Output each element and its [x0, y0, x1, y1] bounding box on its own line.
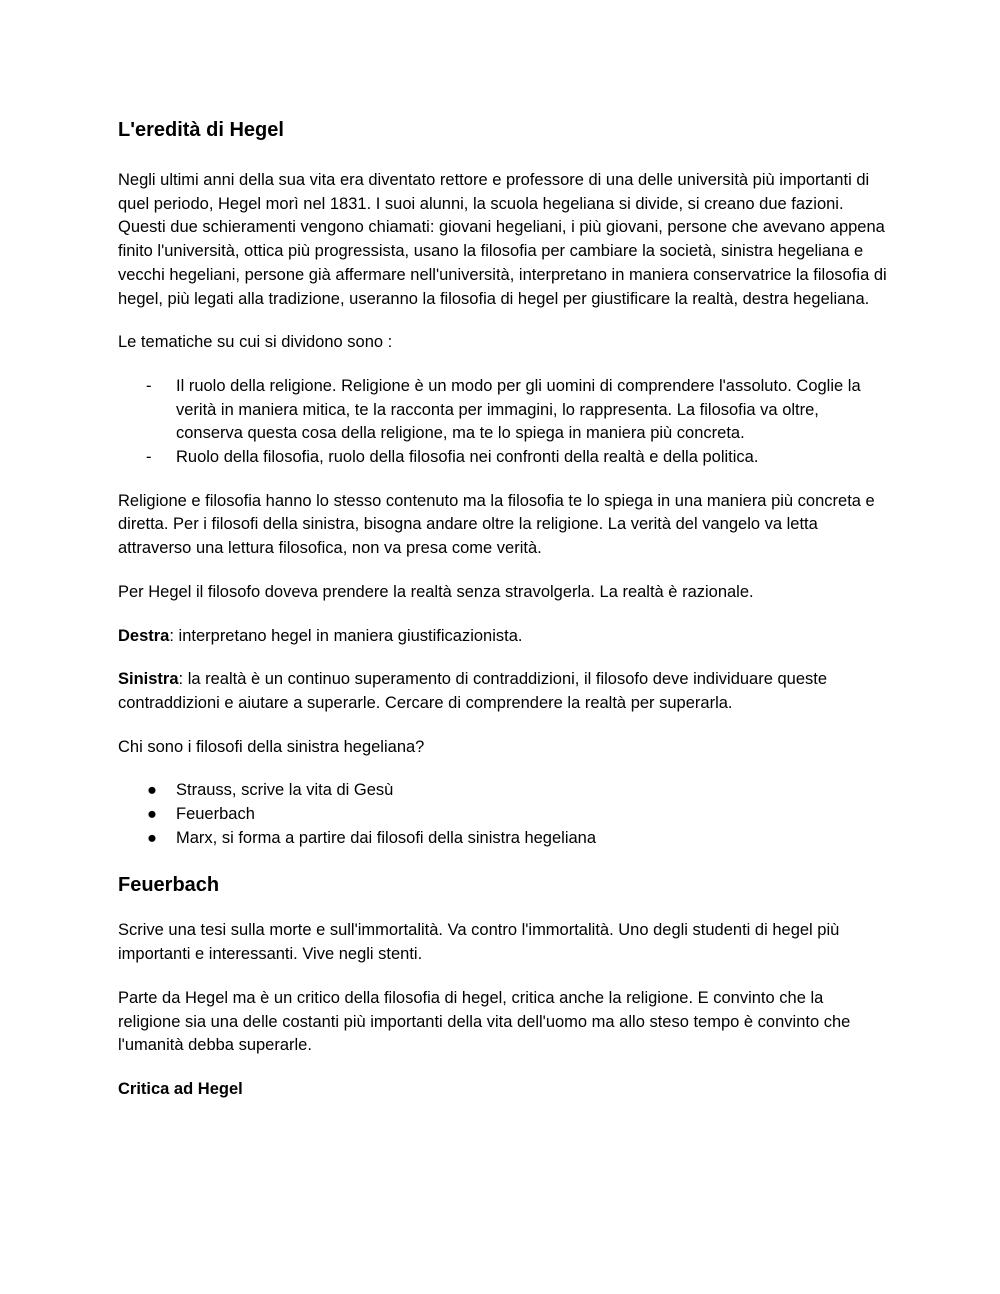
- sinistra-label: Sinistra: [118, 670, 179, 689]
- bullet-marker: ●: [147, 781, 157, 800]
- destra-text: : interpretano hegel in maniera giustificazionista.: [169, 626, 523, 645]
- section-heading-feuerbach: Feuerbach: [118, 874, 220, 897]
- section-heading-eredita: L'eredità di Hegel: [118, 119, 284, 141]
- document-page: [118, 117, 888, 1102]
- dash-list: [118, 375, 888, 470]
- dash-marker: -: [146, 376, 152, 395]
- list-item: [118, 803, 888, 827]
- paragraph-critico: Parte da Hegel ma è un critico della filosofia di hegel, critica anche la religione. E convinto che la religione sia una delle costanti più importanti della vita dell'uomo ma allo steso tempo è convinto che l'umanità debba superarle.: [118, 988, 851, 1055]
- paragraph-destra: [118, 625, 888, 649]
- list-item: [118, 446, 888, 470]
- paragraph-intro: Negli ultimi anni della sua vita era diventato rettore e professore di una delle università più importanti di quel periodo, Hegel morì nel 1831. I suoi alunni, la scuola hegeliana si divide, si creano due fazioni. Questi due schieramenti vengono chiamati: giovani hegeliani, i più giovani, persone che avevano appena finito l'università, ottica più progressista, usano la filosofia per cambiare la società, sinistra hegeliana e vecchi hegeliani, persone già affermare nell'università, interpretano in maniera conservatrice la filosofia di hegel, più legati alla tradizione, useranno la filosofia di hegel per giustificare la realtà, destra hegeliana.: [118, 171, 887, 308]
- paragraph-question: Chi sono i filosofi della sinistra hegeliana?: [118, 737, 425, 756]
- list-item: [118, 779, 888, 803]
- list-item: [118, 375, 888, 446]
- dash-marker: -: [146, 448, 152, 467]
- list-item-text: Feuerbach: [176, 805, 255, 824]
- sinistra-text: : la realtà è un continuo superamento di contraddizioni, il filosofo deve individuare queste contraddizioni e aiutare a superarle. Cercare di comprendere la realtà per superarla.: [118, 670, 828, 712]
- list-item-text: Strauss, scrive la vita di Gesù: [176, 781, 394, 800]
- destra-label: Destra: [118, 626, 170, 645]
- list-item-text: Marx, si forma a partire dai filosofi della sinistra hegeliana: [176, 828, 597, 847]
- list-item: [118, 827, 888, 851]
- list-item-text: Il ruolo della religione. Religione è un modo per gli uomini di comprendere l'assoluto. Coglie la verità in maniera mitica, te la racconta per immagini, lo rappresenta. La filosofia va oltre, conserva questa cosa della religione, ma te lo spiega in maniera più concreta.: [176, 376, 861, 443]
- list-item-text: Ruolo della filosofia, ruolo della filosofia nei confronti della realtà e della politica.: [176, 448, 759, 467]
- bullet-marker: ●: [147, 828, 157, 847]
- paragraph-tematiche: Le tematiche su cui si dividono sono :: [118, 333, 393, 352]
- subheading-critica: Critica ad Hegel: [118, 1079, 243, 1098]
- paragraph-sinistra: [118, 668, 888, 715]
- bullet-marker: ●: [147, 805, 157, 824]
- paragraph-hegel-realta: Per Hegel il filosofo doveva prendere la realtà senza stravolgerla. La realtà è razionale.: [118, 582, 754, 601]
- paragraph-religione-filosofia: Religione e filosofia hanno lo stesso contenuto ma la filosofia te lo spiega in una maniera più concreta e diretta. Per i filosofi della sinistra, bisogna andare oltre la religione. La verità del vangelo va letta attraverso una lettura filosofica, non va presa come verità.: [118, 491, 875, 558]
- bullet-list: [118, 779, 888, 850]
- paragraph-tesi: Scrive una tesi sulla morte e sull'immortalità. Va contro l'immortalità. Uno degli studenti di hegel più importanti e interessanti. Vive negli stenti.: [118, 921, 840, 964]
